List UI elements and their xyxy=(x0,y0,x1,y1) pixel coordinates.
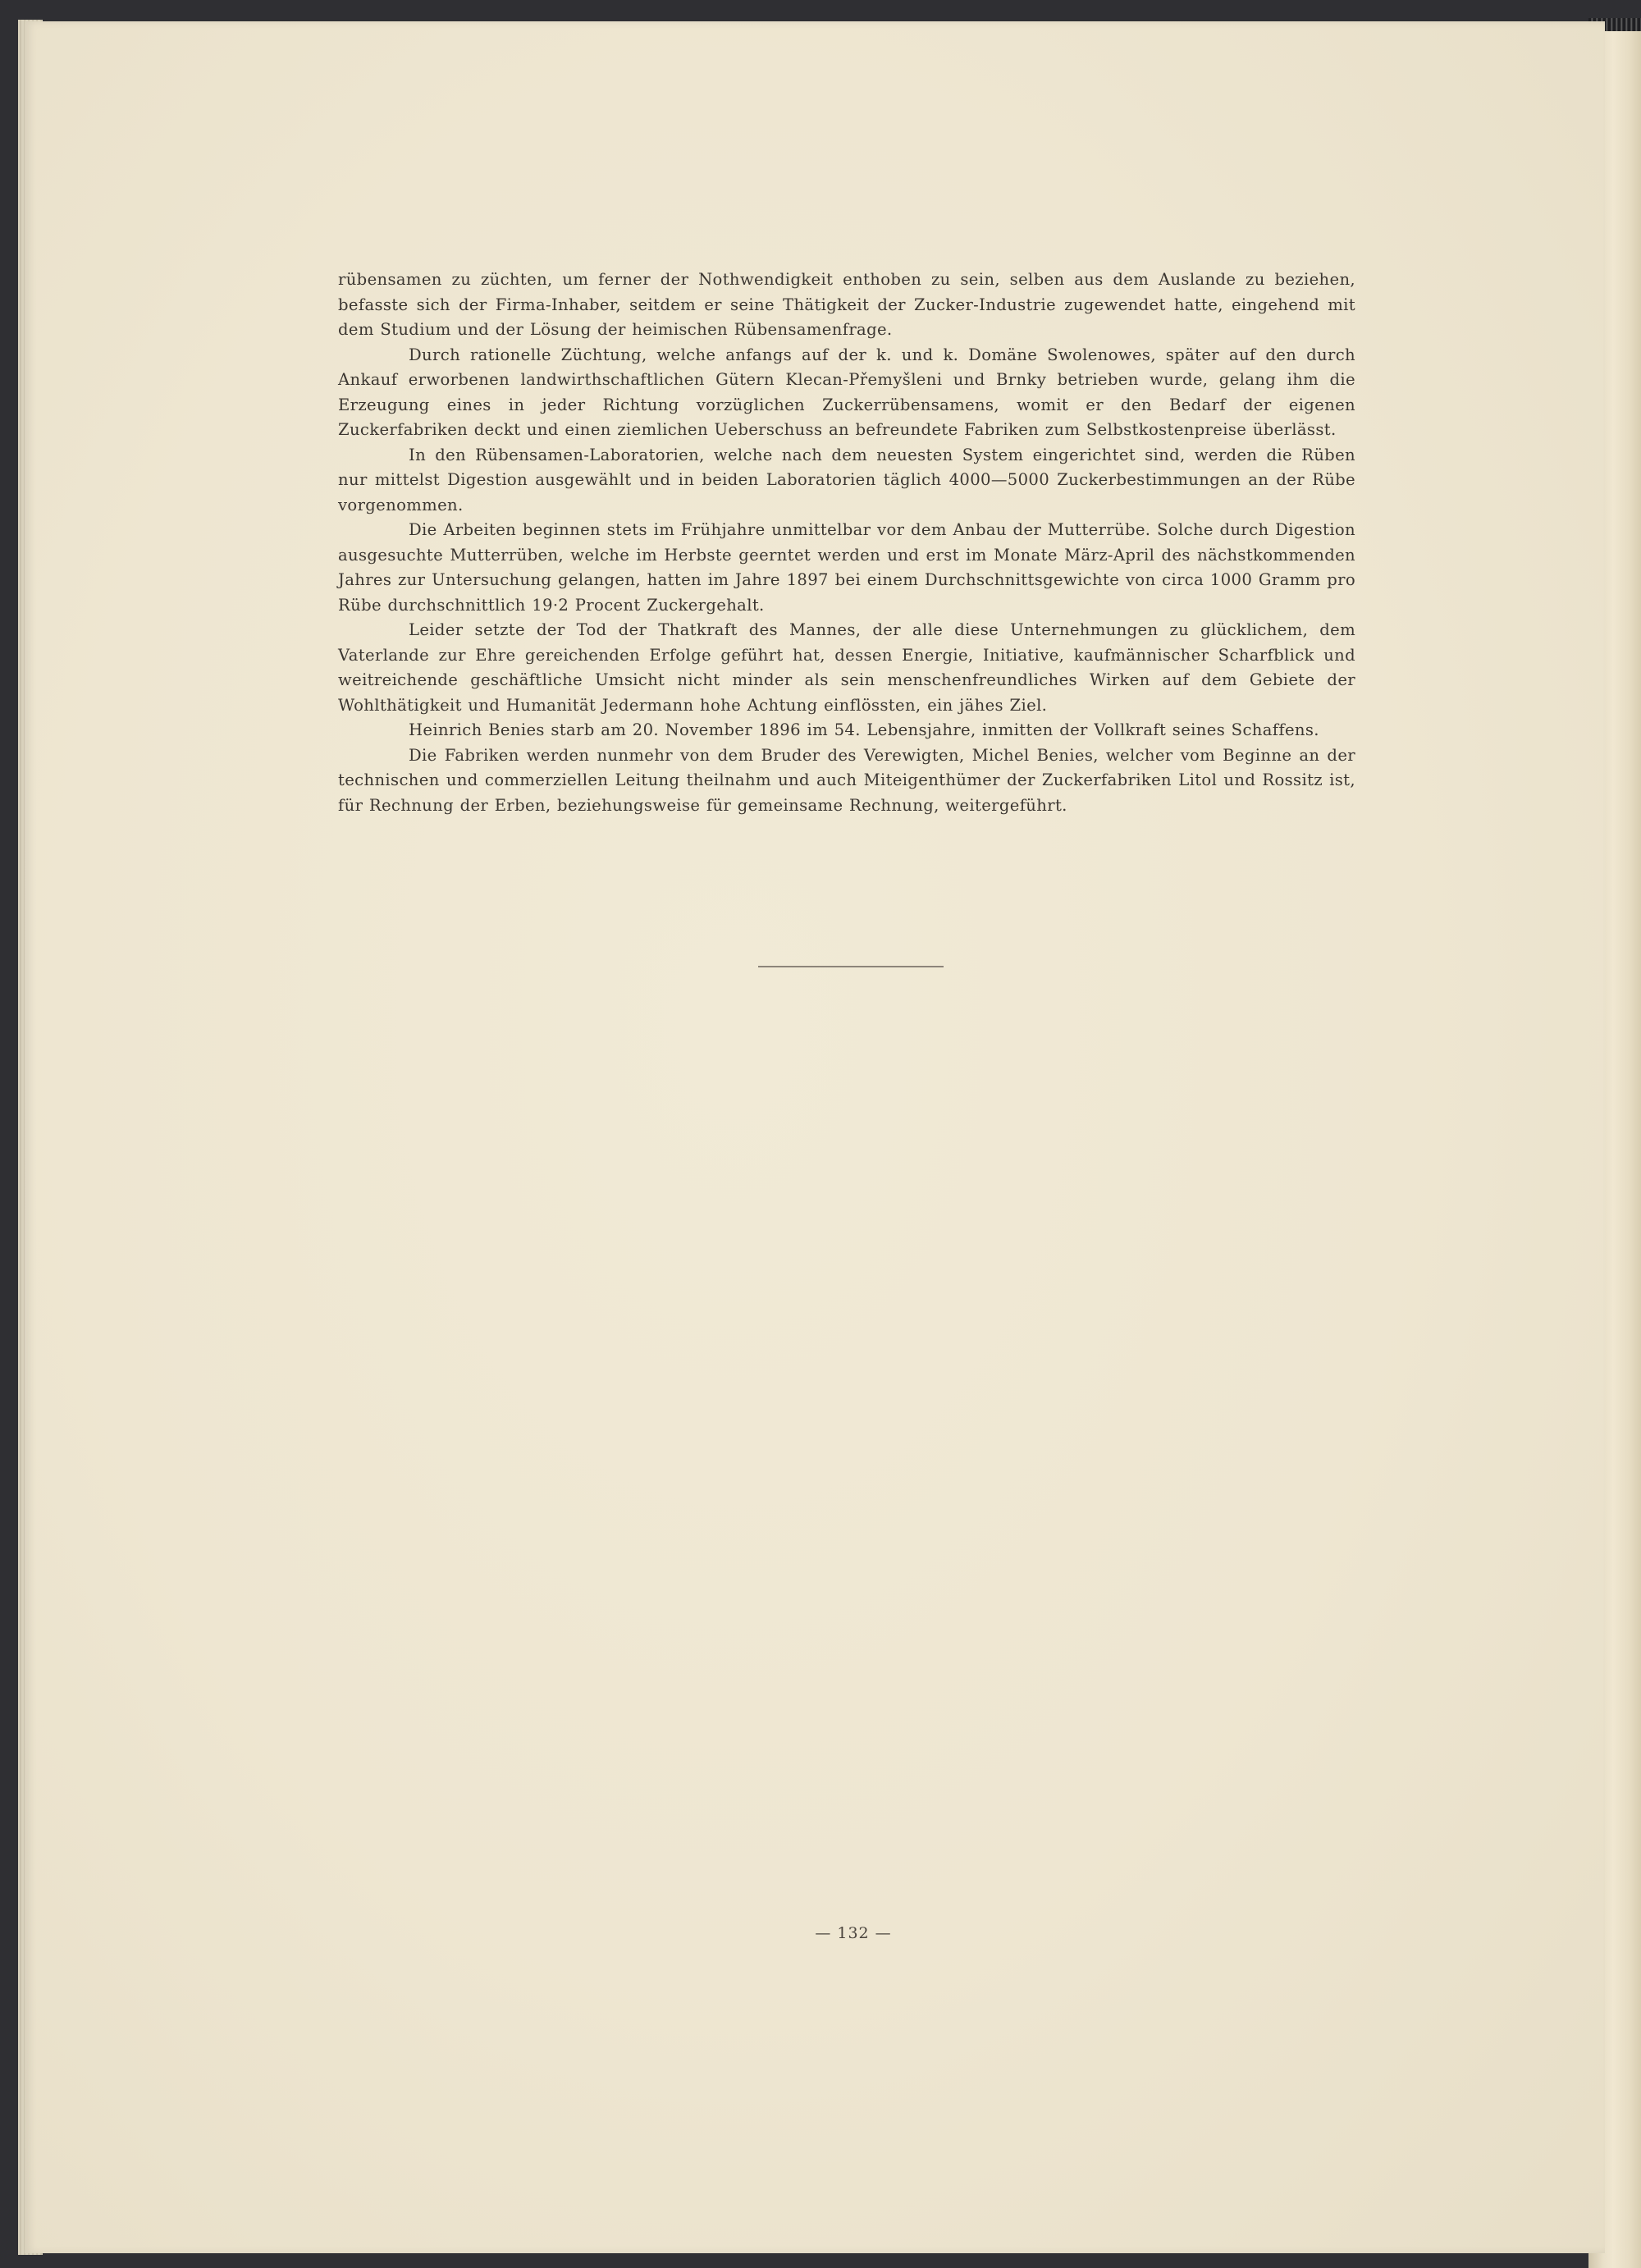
paragraph: Durch rationelle Züchtung, welche anfangs auf der k. und k. Domäne Swolenowes, später auf den durch Ankauf erworbenen landwirthschaftlichen Gütern Klecan-Přemyšleni und Brnky betrieben wurde, gelang ihm die Erzeugung eines in jeder Richtung vorzüglichen Zuckerrübensamens, womit er den Bedarf der eigenen Zuckerfabriken deckt und einen ziemlichen Ueberschuss an befreundete Fabriken zum Selbstkostenpreise überlässt. xyxy=(338,345,1355,439)
paragraph: Die Fabriken werden nunmehr von dem Bruder des Verewigten, Michel Benies, welcher vom Beginne an der technischen und commerziellen Leitung theilnahm und auch Miteigenthümer der Zuckerfabriken Litol und Rossitz ist, für Rechnung der Erben, beziehungsweise für gemeinsame Rechnung, weitergeführt. xyxy=(338,745,1355,815)
paragraph: Heinrich Benies starb am 20. November 1896 im 54. Lebensjahre, inmitten der Vollkraft seines Schaffens. xyxy=(409,720,1319,739)
body-text xyxy=(338,267,1355,818)
page-number: — 132 — xyxy=(815,1924,892,1942)
paragraph: In den Rübensamen-Laboratorien, welche nach dem neuesten System eingerichtet sind, werden die Rüben nur mittelst Digestion ausgewählt und in beiden Laboratorien täglich 4000—5000 Zuckerbestimmungen an der Rübe vorgenommen. xyxy=(338,445,1355,514)
paragraph: Leider setzte der Tod der Thatkraft des Mannes, der alle diese Unternehmungen zu glücklichem, dem Vaterlande zur Ehre gereichenden Erfolge geführt hat, dessen Energie, Initiative, kaufmännischer Scharfblick und weitreichende geschäftliche Umsicht nicht minder als sein menschenfreundliches Wirken auf dem Gebiete der Wohlthätigkeit und Humanität Jedermann hohe Achtung einflössten, ein jähes Ziel. xyxy=(338,620,1355,715)
paragraph: rübensamen zu züchten, um ferner der Nothwendigkeit enthoben zu sein, selben aus dem Auslande zu beziehen, befasste sich der Firma-Inhaber, seitdem er seine Thätigkeit der Zucker-Industrie zugewendet hatte, eingehend mit dem Studium und der Lösung der heimischen Rübensamenfrage. xyxy=(338,270,1355,339)
paragraph: Die Arbeiten beginnen stets im Frühjahre unmittelbar vor dem Anbau der Mutterrübe. Solche durch Digestion ausgesuchte Mutterrüben, welche im Herbste geerntet werden und erst im Monate März-April des nächstkommenden Jahres zur Untersuchung gelangen, hatten im Jahre 1897 bei einem Durchschnittsgewichte von circa 1000 Gramm pro Rübe durchschnittlich 19·2 Procent Zuckergehalt. xyxy=(338,520,1355,615)
section-divider-rule xyxy=(758,966,944,967)
